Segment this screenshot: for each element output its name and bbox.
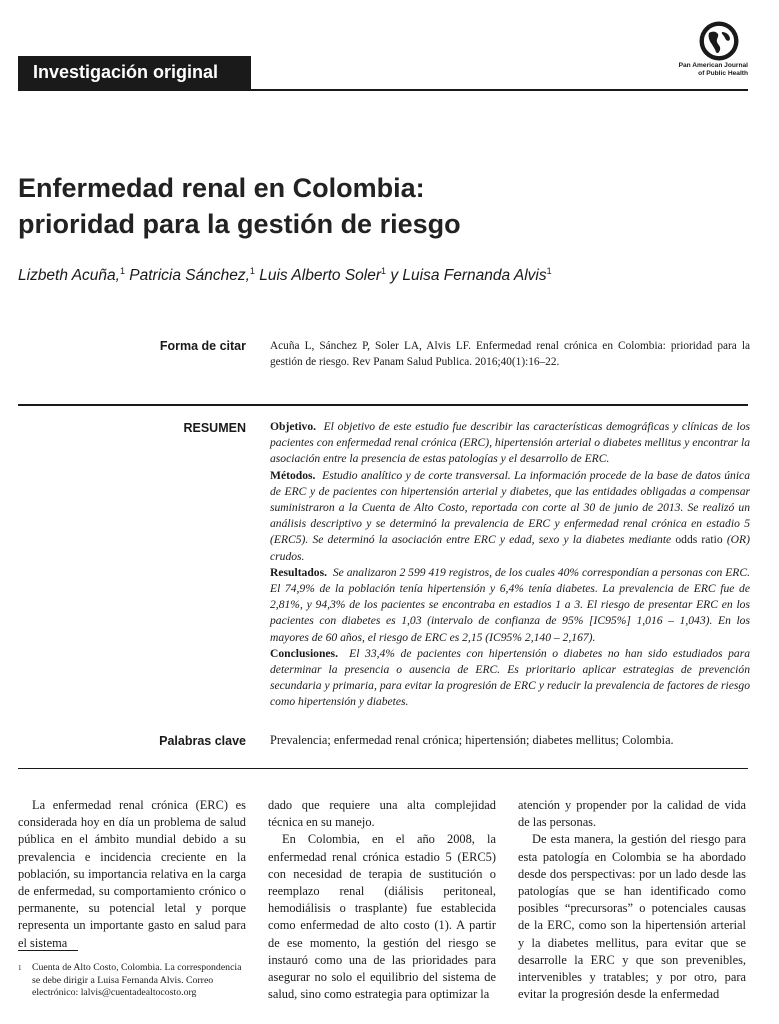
author-affiliation: 1 <box>249 266 255 276</box>
resultados-text: Se analizaron 2 599 419 registros, de los cuales 40% correspondían a personas con ERC. El 74,9% de la población tenía hipertensión y 6,4% tenía diabetes. La prevalencia de ERC fue de 2,81%, y 94,3% de los pacientes se encontraba en estadios 1 a 3. El riesgo de presentar ERC en los pacientes con diabetes es 1,03 (intervalo de confianza de 95% [IC95%] 1,016 – 1,043). En los mayores de 60 años, el riesgo de ERC es 2,15 (IC95% 2,140 – 2,167). <box>270 565 751 644</box>
author-name: Luis Alberto Soler <box>259 267 382 284</box>
body-paragraph: La enfermedad renal crónica (ERC) es considerada hoy en día un problema de salud pública en el ámbito mundial debido a su prevalencia e incidencia creciente en la población, su importancia relativa en la carga de enfermedad, su comportamiento crónico o permanente, su potencial letal y porque representa un importante gasto en salud para el sistema <box>18 798 246 950</box>
footnote-text: Cuenta de Alto Costo, Colombia. La correspondencia se debe dirigir a Luisa Fernanda Alvis. Correo electrónico: lalvis@cuentadealtocosto.org <box>32 962 242 998</box>
citation-text: Acuña L, Sánchez P, Soler LA, Alvis LF. Enfermedad renal crónica en Colombia: prioridad para la gestión de riesgo. Rev Panam Salud Publica. 2016;40(1):16–22. <box>270 340 750 368</box>
body-rule <box>18 768 748 769</box>
citation-label: Forma de citar <box>159 339 246 353</box>
article-title <box>18 170 718 242</box>
author-name: Lizbeth Acuña, <box>18 267 120 284</box>
journal-line-1: Pan American Journal <box>678 62 748 69</box>
title-line-2: prioridad para la gestión de riesgo <box>18 209 461 239</box>
resultados-heading: Resultados. <box>270 565 328 579</box>
author-name: Patricia Sánchez, <box>129 267 250 284</box>
body-column-1 <box>18 797 246 952</box>
journal-name <box>679 62 748 78</box>
abstract-objetivo <box>270 419 750 468</box>
body-paragraph: dado que requiere una alta complejidad técnica en su manejo. <box>268 798 496 830</box>
abstract-metodos <box>270 468 750 565</box>
body-paragraph: atención y propender por la calidad de vida de las personas. <box>518 798 746 830</box>
footnote-rule <box>18 950 78 951</box>
footnote <box>18 962 246 1000</box>
body-paragraph: En Colombia, en el año 2008, la enfermedad renal crónica estadio 5 (ERC5) con necesidad de terapia de sustitución o reemplazo renal (diálisis peritoneal, hemodiálisis o trasplante) fue establecida como enfermedad de alto costo (1). A partir de ese momento, la gestión del riesgo se instauró como una de las prioridades para asegurar no solo el equilibrio del sistema de salud, sino como estrategia para optimizar la <box>268 832 496 1002</box>
footnote-number: 1 <box>18 964 22 972</box>
conclusiones-text: El 33,4% de pacientes con hipertensión o diabetes no han sido estudiados para determinar la presencia o ausencia de ERC. Es prioritario aplicar estrategias de prevención secundaria y primaria, para evitar la progresión de ERC y reducir la prevalencia de factores de riesgo como hipertensión y diabetes. <box>270 646 751 709</box>
body-column-2 <box>268 797 496 1003</box>
abstract-resultados <box>270 565 750 646</box>
author-list <box>18 266 552 285</box>
author-affiliation: 1 <box>546 266 552 276</box>
objetivo-heading: Objetivo. <box>270 420 317 433</box>
author-name: y Luisa Fernanda Alvis <box>390 267 547 284</box>
metodos-text-end: (OR) crudos. <box>270 533 750 563</box>
objetivo-text: El objetivo de este estudio fue describir las características demográficas y clínicas de los pacientes con enfermedad renal crónica (ERC), hipertensión arterial o diabetes mellitus y encontrar la asociación entre la presencia de estas patologías y el desarrollo de ERC. <box>270 420 750 466</box>
globe-logo-icon <box>699 21 739 61</box>
abstract-label: RESUMEN <box>183 421 246 435</box>
section-label: Investigación original <box>33 62 219 82</box>
header-rule <box>18 89 748 91</box>
abstract <box>270 419 750 711</box>
author-affiliation: 1 <box>381 266 387 276</box>
journal-line-2: of Public Health <box>698 70 748 77</box>
abstract-rule <box>18 404 748 406</box>
keywords-text: Prevalencia; enfermedad renal crónica; hipertensión; diabetes mellitus; Colombia. <box>270 733 674 747</box>
keywords-label: Palabras clave <box>159 734 246 748</box>
metodos-heading: Métodos. <box>270 468 316 482</box>
conclusiones-heading: Conclusiones. <box>270 646 338 660</box>
author-affiliation: 1 <box>119 266 125 276</box>
body-column-3 <box>518 797 746 1003</box>
section-banner <box>18 56 251 90</box>
title-line-1: Enfermedad renal en Colombia: <box>18 173 425 203</box>
metodos-text: Estudio analítico y de corte transversal. La información procede de la base de datos única de ERC y de pacientes con hipertensión arterial y diabetes, que las entidades obligadas a compensar suministraron a la Cuenta de Alto Costo, reportada con corte al 30 de junio de 2013. Se realizó un análisis descriptivo y se determinó la prevalencia de ERC y enfermedad renal crónica en estadio 5 (ERC5). Se determinó la asociación entre ERC y edad, sexo y la diabetes mediante <box>270 468 750 547</box>
body-paragraph: De esta manera, la gestión del riesgo para esta patología en Colombia se ha abordado desde dos perspectivas: por un lado desde las patologías que se han identificado como posibles “precursoras” o potenciales causas de la ERC, como son la hipertensión arterial y la diabetes mellitus, para evitar que se desarrolle la ERC y que son prevenibles, intervenibles y tratables; y por otro, para evitar la progresión desde la enfermedad <box>518 832 746 1002</box>
metodos-odds-ratio: odds ratio <box>675 533 723 547</box>
abstract-conclusiones <box>270 646 750 711</box>
